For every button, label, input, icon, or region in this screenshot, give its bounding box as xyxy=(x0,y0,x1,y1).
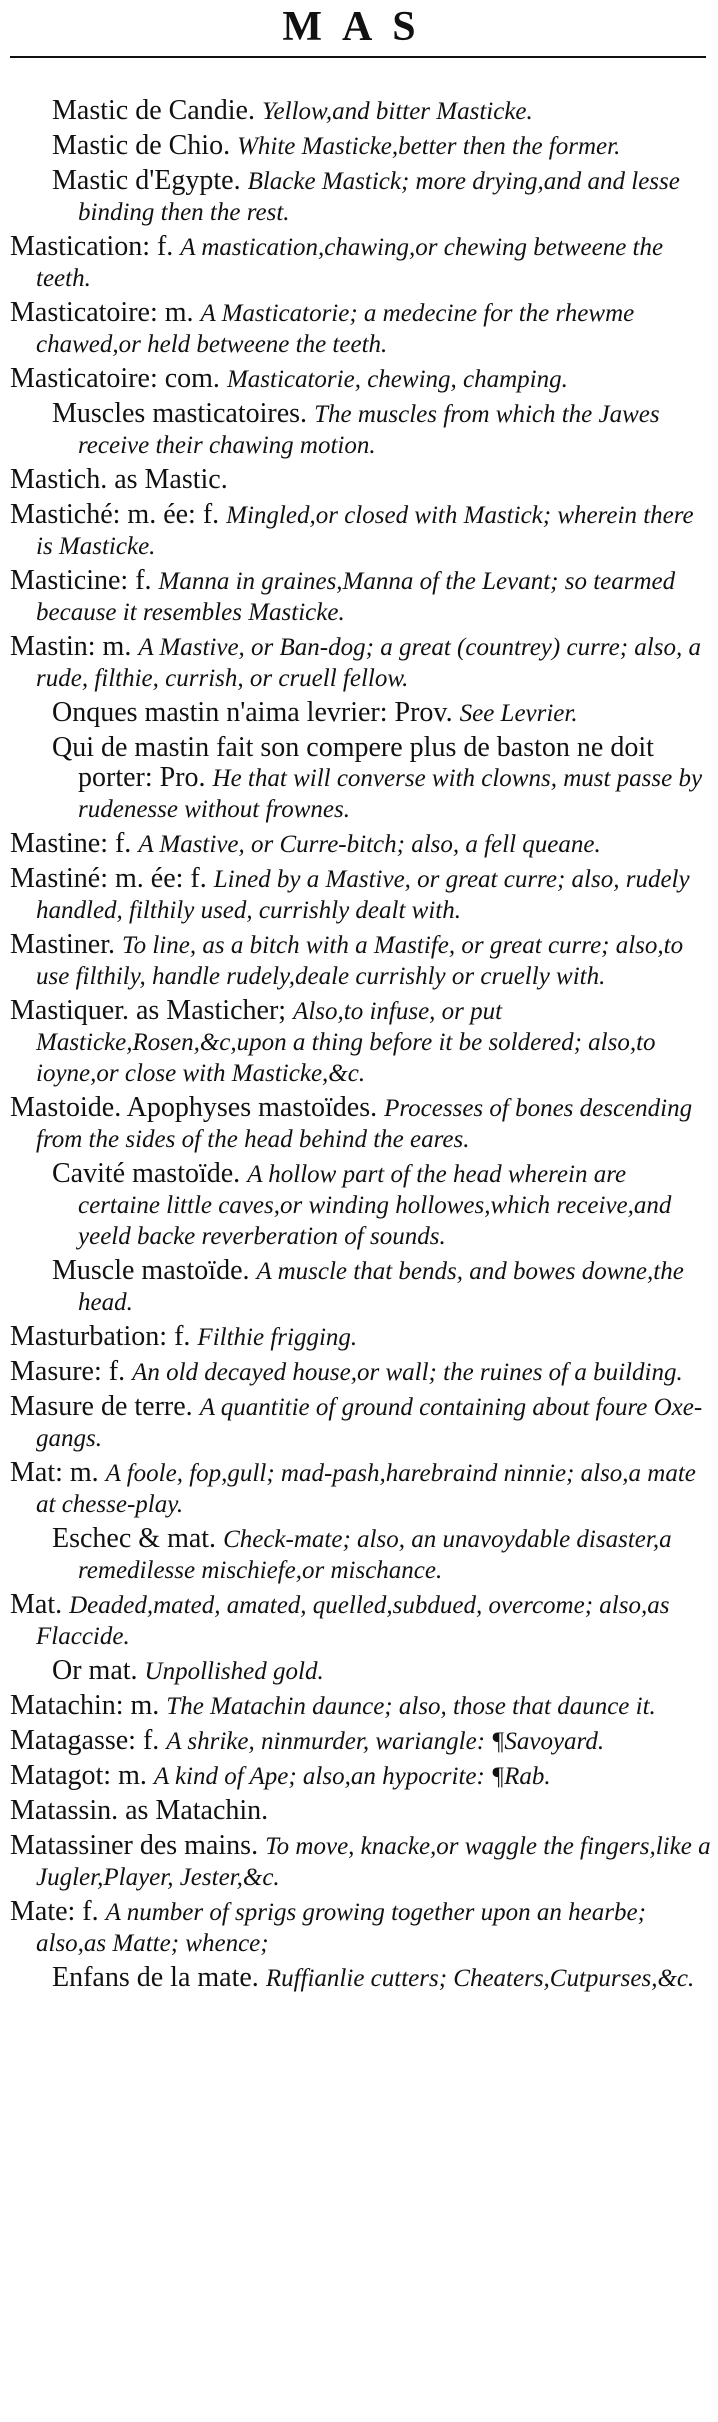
dictionary-entry xyxy=(10,1093,714,1155)
dictionary-entry xyxy=(10,1322,714,1353)
entry-gloss: A Mastive, or Ban-dog; a great (countrey) curre; also, a rude, filthie, currish, or cruell fellow. xyxy=(36,634,701,692)
entry-gloss: A number of sprigs growing together upon an hearbe; also,as Matte; whence; xyxy=(36,1899,646,1957)
entry-headword: Or mat. xyxy=(52,1655,138,1686)
entry-gloss: Yellow,and bitter Masticke. xyxy=(261,98,533,125)
entry-headword: Mastoide. Apophyses mastoïdes. xyxy=(10,1092,378,1123)
dictionary-entry xyxy=(52,698,714,729)
dictionary-entry xyxy=(10,1590,714,1652)
dictionary-entry xyxy=(10,1831,714,1893)
entry-headword: Cavité mastoïde. xyxy=(52,1158,241,1189)
entry-gloss: Filthie frigging. xyxy=(197,1324,358,1351)
entry-gloss: Manna in graines,Manna of the Levant; so tearmed because it resembles Masticke. xyxy=(36,568,676,626)
dictionary-entry xyxy=(10,1761,714,1792)
entry-list xyxy=(10,96,714,1998)
entry-gloss: Mingled,or closed with Mastick; wherein there is Masticke. xyxy=(36,502,694,560)
dictionary-entry xyxy=(10,298,714,360)
entry-headword: Mat: m. xyxy=(10,1457,99,1488)
dictionary-entry xyxy=(10,1726,714,1757)
entry-gloss: Deaded,mated, amated, quelled,subdued, overcome; also,as Flaccide. xyxy=(36,1592,670,1650)
entry-gloss: Also,to infuse, or put Masticke,Rosen,&c,upon a thing before it be soldered; also,to ioyne,or close with Masticke,&c. xyxy=(36,998,656,1087)
entry-headword: Mastic de Chio. xyxy=(52,130,231,161)
entry-headword: Matassiner des mains. xyxy=(10,1830,259,1861)
entry-gloss: Check-mate; also, an unavoydable disaster,a remedilesse mischiefe,or mischance. xyxy=(78,1526,672,1584)
dictionary-entry xyxy=(10,930,714,992)
dictionary-entry xyxy=(10,500,714,562)
dictionary-entry xyxy=(52,166,714,228)
entry-headword: Mastication: f. xyxy=(10,231,174,262)
entry-gloss: A Masticatorie; a medecine for the rhewme chawed,or held betweene the teeth. xyxy=(36,300,635,358)
dictionary-entry xyxy=(52,1963,714,1994)
entry-headword: Mastich. as Mastic. xyxy=(10,464,228,495)
entry-gloss: See Levrier. xyxy=(459,700,578,727)
entry-headword: Mastiché: m. ée: f. xyxy=(10,499,220,530)
dictionary-entry xyxy=(52,733,714,825)
dictionary-entry xyxy=(52,399,714,461)
dictionary-entry xyxy=(52,1656,714,1687)
entry-gloss: To line, as a bitch with a Mastife, or great curre; also,to use filthily, handle rudely,deale currishly or cruelly with. xyxy=(36,932,684,990)
entry-headword: Mastin: m. xyxy=(10,631,132,662)
dictionary-entry xyxy=(10,566,714,628)
entry-gloss: Unpollished gold. xyxy=(144,1658,324,1685)
entry-headword: Mastine: f. xyxy=(10,828,132,859)
dictionary-entry xyxy=(10,465,714,496)
entry-gloss: A hollow part of the head wherein are certaine little caves,or winding hollowes,which receive,and yeeld backe reverberation of sounds. xyxy=(78,1161,672,1250)
entry-headword: Masticine: f. xyxy=(10,565,152,596)
entry-headword: Muscle mastoïde. xyxy=(52,1255,250,1286)
entry-gloss: A foole, fop,gull; mad-pash,harebraind ninnie; also,a mate at chesse-play. xyxy=(36,1460,696,1518)
dictionary-entry xyxy=(52,96,714,127)
entry-gloss: An old decayed house,or wall; the ruines of a building. xyxy=(132,1359,683,1386)
dictionary-entry xyxy=(52,1256,714,1318)
entry-gloss: A shrike, ninmurder, wariangle: ¶Savoyard. xyxy=(166,1728,605,1755)
entry-headword: Mastic de Candie. xyxy=(52,95,255,126)
dictionary-entry xyxy=(10,996,714,1089)
entry-headword: Mat. xyxy=(10,1589,63,1620)
entry-headword: Eschec & mat. xyxy=(52,1523,217,1554)
dictionary-entry xyxy=(10,1796,714,1827)
dictionary-entry xyxy=(10,1691,714,1722)
entry-headword: Onques mastin n'aima levrier: Prov. xyxy=(52,697,453,728)
entry-headword: Mate: f. xyxy=(10,1896,99,1927)
entry-headword: Qui de mastin fait son compere plus de baston ne doit porter: Pro. xyxy=(52,732,654,793)
entry-gloss: Masticatorie, chewing, champing. xyxy=(226,366,568,393)
dictionary-entry xyxy=(10,1458,714,1520)
dictionary-entry xyxy=(10,829,714,860)
entry-gloss: He that will converse with clowns, must passe by rudenesse without frownes. xyxy=(78,765,703,823)
entry-gloss: A kind of Ape; also,an hypocrite: ¶Rab. xyxy=(153,1763,551,1790)
entry-headword: Masticatoire: com. xyxy=(10,363,220,394)
entry-headword: Mastiner. xyxy=(10,929,115,960)
entry-gloss: Blacke Mastick; more drying,and and lesse binding then the rest. xyxy=(78,168,680,226)
dictionary-entry xyxy=(52,1159,714,1252)
entry-headword: Mastiné: m. ée: f. xyxy=(10,863,207,894)
entry-gloss: White Masticke,better then the former. xyxy=(237,133,621,160)
entry-headword: Masturbation: f. xyxy=(10,1321,191,1352)
header-rule xyxy=(10,56,706,58)
entry-headword: Muscles masticatoires. xyxy=(52,398,308,429)
entry-gloss: The muscles from which the Jawes receive their chawing motion. xyxy=(78,401,660,459)
running-head: MAS xyxy=(282,4,436,50)
entry-headword: Mastic d'Egypte. xyxy=(52,165,241,196)
entry-gloss: A Mastive, or Curre-bitch; also, a fell queane. xyxy=(138,831,601,858)
entry-headword: Masticatoire: m. xyxy=(10,297,194,328)
dictionary-entry xyxy=(10,864,714,926)
entry-gloss: A quantitie of ground containing about foure Oxe-gangs. xyxy=(36,1394,703,1452)
dictionary-entry xyxy=(10,1392,714,1454)
entry-headword: Matagasse: f. xyxy=(10,1725,160,1756)
entry-gloss: Processes of bones descending from the sides of the head behind the eares. xyxy=(36,1095,693,1153)
entry-gloss: The Matachin daunce; also, those that daunce it. xyxy=(166,1693,656,1720)
entry-gloss: Ruffianlie cutters; Cheaters,Cutpurses,&c. xyxy=(265,1965,695,1992)
dictionary-entry xyxy=(52,1524,714,1586)
entry-headword: Enfans de la mate. xyxy=(52,1962,259,1993)
entry-headword: Matagot: m. xyxy=(10,1760,147,1791)
entry-headword: Masure: f. xyxy=(10,1356,126,1387)
entry-headword: Masure de terre. xyxy=(10,1391,193,1422)
dictionary-entry xyxy=(52,131,714,162)
dictionary-entry xyxy=(10,364,714,395)
entry-gloss: Lined by a Mastive, or great curre; also, rudely handled, filthily used, currishly dealt with. xyxy=(36,866,690,924)
dictionary-entry xyxy=(10,1897,714,1959)
dictionary-entry xyxy=(10,632,714,694)
entry-gloss: A muscle that bends, and bowes downe,the head. xyxy=(78,1258,684,1316)
entry-gloss: A mastication,chawing,or chewing betweene the teeth. xyxy=(36,234,664,292)
dictionary-entry xyxy=(10,232,714,294)
dictionary-entry xyxy=(10,1357,714,1388)
entry-headword: Matachin: m. xyxy=(10,1690,160,1721)
entry-headword: Matassin. as Matachin. xyxy=(10,1795,269,1826)
entry-headword: Mastiquer. as Masticher; xyxy=(10,995,287,1026)
entry-gloss: To move, knacke,or waggle the fingers,like a Jugler,Player, Jester,&c. xyxy=(36,1833,711,1891)
